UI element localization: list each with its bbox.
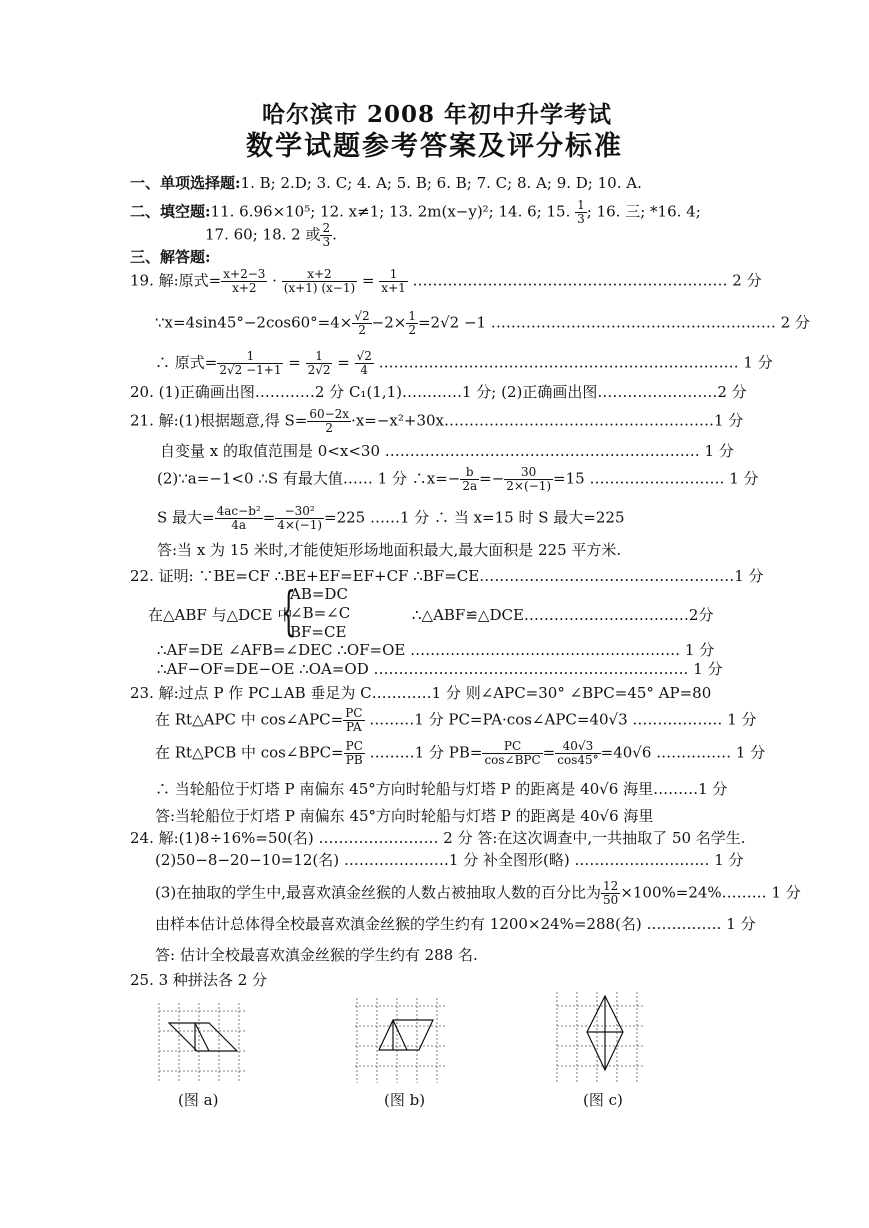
- q19-text: =: [332, 353, 355, 372]
- q22-condition-1: AB=DC: [290, 585, 348, 603]
- q19-text: 19. 解:原式=: [130, 271, 222, 290]
- q19-line-1: [130, 268, 762, 295]
- fraction: $\frac{30}{2\times(-1)}$: [506, 465, 552, 493]
- figure-a-caption: (图 a): [178, 1091, 219, 1109]
- q23-text: ………1 分 PC=PA·cos∠APC=40√3 ……………… 1 分: [364, 710, 757, 729]
- q21-line-4: [157, 505, 625, 532]
- q24-line-2: (2)50−8−20−10=12(名) …………………1 分 补全图形(略) ……………………… 1 分: [155, 851, 744, 869]
- section-1-label: 一、单项选择题:: [130, 174, 241, 192]
- q21-answer: 答:当 x 为 15 米时,才能使矩形场地面积最大,最大面积是 225 平方米.: [157, 541, 622, 559]
- q25-line: 25. 3 种拼法各 2 分: [130, 971, 268, 989]
- q23-text: =40√6 …………… 1 分: [600, 743, 766, 762]
- q22-condition-2: ∠B=∠C: [290, 604, 351, 622]
- q19-line-2: [155, 310, 810, 337]
- figure-b-caption: (图 b): [384, 1091, 426, 1109]
- period: .: [332, 225, 337, 244]
- section-2-answers-c: 17. 60; 18. 2 或: [205, 225, 321, 244]
- page-title: 哈尔滨市 2008 年初中升学考试: [262, 101, 613, 128]
- q21-line-2: 自变量 x 的取值范围是 0<x<30 ……………………………………………………… 1 分: [160, 442, 734, 460]
- q22-line-2b: ∴△ABF≌△DCE……………………………2分: [412, 606, 714, 624]
- figure-c: [553, 992, 648, 1082]
- q23-line-3: [155, 740, 765, 767]
- fraction: $\frac{60-2x}{2}$: [309, 407, 350, 435]
- section-2-answers-b: ; 16. 三; *16. 4;: [586, 202, 701, 221]
- fraction: $\frac{12}{50}$: [603, 879, 619, 907]
- section-2-line-2: [205, 222, 337, 249]
- section-3-label: 三、解答题:: [130, 248, 211, 266]
- fraction: $\frac{1}{2}$: [408, 309, 416, 337]
- fraction: $\frac{√2}{4}$: [356, 349, 372, 377]
- q21-text: =−: [479, 469, 505, 488]
- q24-answer: 答: 估计全校最喜欢滇金丝猴的学生约有 288 名.: [155, 946, 478, 964]
- fraction: $\frac{PC}{\text{cos∠BPC}}$: [484, 739, 541, 767]
- fraction: $\frac{x+2-3}{x+2}$: [223, 267, 266, 295]
- q24-text: (3)在抽取的学生中,最喜欢滇金丝猴的人数占被抽取人数的百分比为: [155, 883, 602, 902]
- q23-text: 在 Rt△PCB 中 cos∠BPC=: [155, 743, 344, 762]
- section-1-answers: 1. B; 2.D; 3. C; 4. A; 5. B; 6. B; 7. C; 8. A; 9. D; 10. A.: [240, 174, 642, 192]
- figure-a: [155, 1003, 250, 1083]
- q22-condition-3: BF=CE: [290, 623, 347, 641]
- fraction: $\frac{b}{2a}$: [462, 465, 478, 493]
- q22-line-2a: 在△ABF 与△DCE 中: [148, 606, 293, 624]
- q19-text: =: [283, 353, 306, 372]
- q21-text: S 最大=: [157, 508, 215, 527]
- section-1: [130, 174, 642, 192]
- q24-line-3: [155, 880, 801, 907]
- q19-text: =: [357, 271, 380, 290]
- fraction: $\frac{√2}{2}$: [354, 309, 370, 337]
- section-2-answers-a: 11. 6.96×10⁵; 12. x≠1; 13. 2m(x−y)²; 14. 6; 15.: [210, 202, 576, 221]
- q21-score: ………………………………………………1 分: [444, 411, 744, 430]
- fraction: $\frac{1}{2√2 -1+1}$: [219, 349, 282, 377]
- q21-text: (2)∵a=−1<0 ∴S 有最大值…… 1 分 ∴x=−: [157, 469, 461, 488]
- q23-line-2: [155, 707, 757, 734]
- q23-line-1: 23. 解:过点 P 作 PC⊥AB 垂足为 C…………1 分 则∠APC=30° ∠BPC=45° AP=80: [130, 684, 712, 702]
- fraction: $\frac{PC}{PA}$: [345, 706, 363, 734]
- fraction: $\frac{\text{4ac−b²}}{4a}$: [216, 504, 261, 532]
- fraction: $\frac{\text{−30²}}{4\times(-1)}$: [277, 504, 323, 532]
- q23-text: ………1 分 PB=: [364, 743, 483, 762]
- q19-text: =2√2 −1: [417, 313, 487, 332]
- q19-text: ·: [267, 271, 282, 290]
- q19-score: ……………………………………………………… 2 分: [407, 271, 762, 290]
- q24-line-4: 由样本估计总体得全校最喜欢滇金丝猴的学生约有 1200×24%=288(名) …………… 1 分: [155, 915, 756, 933]
- figure-c-caption: (图 c): [583, 1091, 623, 1109]
- q22-line-3: ∴AF=DE ∠AFB=∠DEC ∴OF=OE ……………………………………………… 1 分: [157, 641, 715, 659]
- q22-line-4: ∴AF−OF=DE−OE ∴OA=OD ……………………………………………………… 1 分: [157, 660, 723, 678]
- q24-line-1: 24. 解:(1)8÷16%=50(名) …………………… 2 分 答:在这次调查中,一共抽取了 50 名学生.: [130, 829, 746, 847]
- q19-text: −2×: [371, 313, 407, 332]
- q23-text: 在 Rt△APC 中 cos∠APC=: [155, 710, 344, 729]
- q20-line: 20. (1)正确画出图…………2 分 C₁(1,1)…………1 分; (2)正确画出图……………………2 分: [130, 383, 747, 401]
- figure-b: [353, 998, 448, 1083]
- fraction-15: $\frac{1}{3}$: [577, 198, 585, 226]
- q21-text: =225 ……1 分 ∴ 当 x=15 时 S 最大=225: [324, 508, 625, 527]
- q21-text: 21. 解:(1)根据题意,得 S=: [130, 411, 308, 430]
- q19-score: ……………………………………………………………… 1 分: [373, 353, 773, 372]
- q19-score: ………………………………………………… 2 分: [486, 313, 810, 332]
- q19-text: ∵x=4sin45°−2cos60°=4×: [155, 313, 353, 332]
- q22-line-1: 22. 证明: ∵BE=CF ∴BE+EF=EF+CF ∴BF=CE……………………………………………1 分: [130, 567, 764, 585]
- q21-text: =: [262, 508, 276, 527]
- section-2-label: 二、填空题:: [130, 202, 211, 221]
- q23-text: =: [542, 743, 556, 762]
- fraction: $\frac{PC}{PB}$: [345, 739, 363, 767]
- fraction-18: $\frac{2}{3}$: [322, 221, 331, 249]
- fraction: $\frac{1}{2√2}$: [307, 349, 331, 377]
- fraction: $\frac{1}{x+1}$: [381, 267, 406, 295]
- q24-text: ×100%=24%……… 1 分: [620, 883, 801, 902]
- q21-text: ·x=−x²+30x: [351, 411, 444, 430]
- q23-answer: 答:当轮船位于灯塔 P 南偏东 45°方向时轮船与灯塔 P 的距离是 40√6 海里: [155, 807, 654, 825]
- q19-line-3: [155, 350, 773, 377]
- page-subtitle: 数学试题参考答案及评分标准: [246, 131, 623, 162]
- q19-text: ∴ 原式=: [155, 353, 218, 372]
- fraction: $\frac{40√3}{\cos 45^\circ}$: [557, 739, 599, 767]
- q23-line-4: ∴ 当轮船位于灯塔 P 南偏东 45°方向时轮船与灯塔 P 的距离是 40√6 海里………1 分: [155, 780, 728, 798]
- q21-line-3: [157, 466, 759, 493]
- q21-text: =15 ……………………… 1 分: [553, 469, 759, 488]
- q21-line-1: [130, 408, 743, 435]
- brace-icon: {: [281, 582, 296, 642]
- fraction: $\frac{x+2}{(x+1) (x-1)}$: [283, 267, 356, 295]
